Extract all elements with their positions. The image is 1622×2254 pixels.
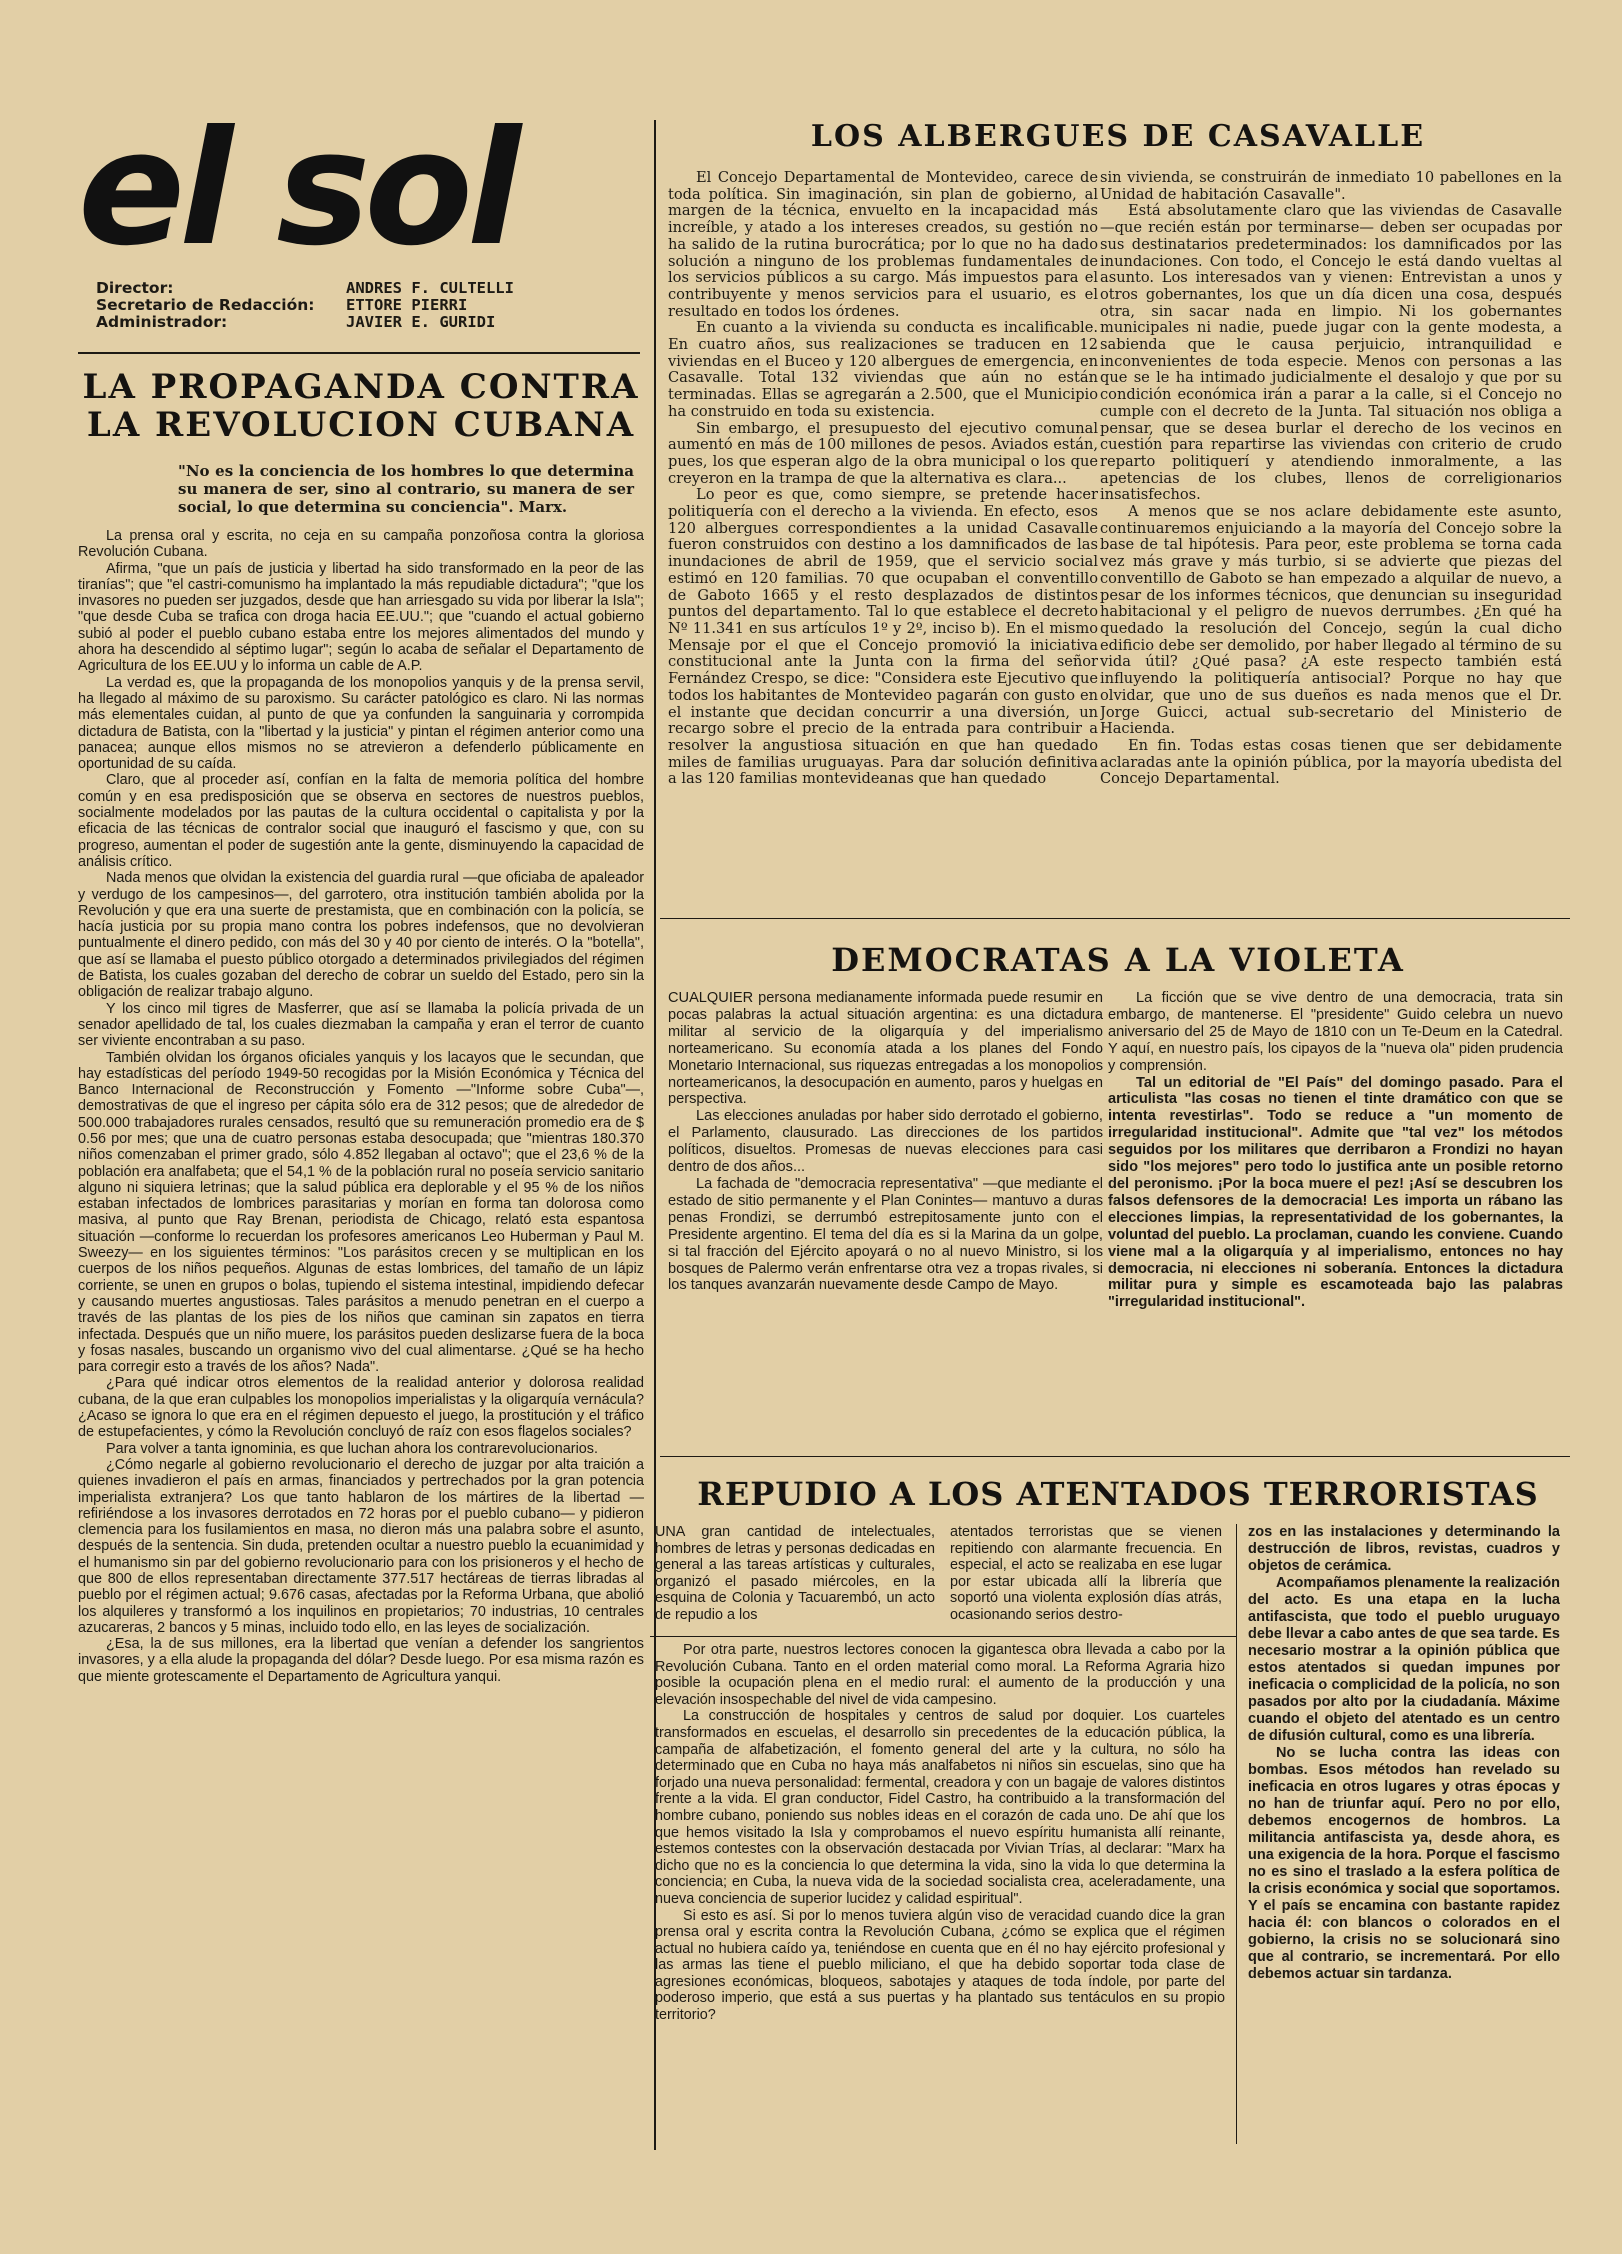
paragraph: En cuanto a la vivienda su conducta es incalificable. En cuatro años, sus realizaciones se traducen en 12 viviendas en el Buceo y 120 albergues de emergencia, en Casavalle. Total 132 viviendas que aún no están terminadas. Ellas se agregarán a 2.500, que el Municipio ha construido en toda su existencia. — [668, 319, 1098, 420]
newspaper-logo: el sol — [78, 97, 516, 281]
paragraph: La verdad es, que la propaganda de los monopolios yanquis y de la prensa servil, ha llegado al máximo de su paroxismo. Su carácter patológico es claro. Ni las normas más elementales cuidan, al punto de que ya confunden la sanguinaria y corrompida dictadura de Batista, con la "libertad y la justicia" y pintan el régimen anterior como una panacea; aunque ellos mismos no se atrevieron a defenderlo públicamente en oportunidad de su caída. — [78, 674, 644, 773]
paragraph: Para volver a tanta ignominia, es que luchan ahora los contrarevolucionarios. — [106, 1440, 598, 1457]
paragraph: Y los cinco mil tigres de Masferrer, que así se llamaba la policía privada de un senador apellidado de tal, los cuales diezmaban la campaña y eran el terror de cuanto ser viviente encontraban a su paso. — [78, 1000, 644, 1050]
paragraph: Si esto es así. Si por lo menos tuviera algún viso de veracidad cuando dice la gran prensa oral y escrita contra la Revolución Cubana, ¿cómo se explica que el régimen actual no hubiera caído ya, teniéndose en cuenta que en él no hay ejército profesional y las armas las tiene el pueblo miliciano, el que ha debido soportar toda clase de agresiones económicas, bloqueos, sabotajes y ataques de toda índole, por parte del poderoso imperio, que está a sus puertas y ha plantado sus tentáculos en su propio territorio? — [655, 1907, 1225, 2024]
paragraph: zos en las instalaciones y determinando la destrucción de libros, revistas, cuadros y objetos de cerámica. — [1248, 1524, 1560, 1574]
paragraph: ¿Cómo negarle al gobierno revolucionario el derecho de juzgar por alta traición a quienes invadieron el país en armas, financiados y pertrechados por la gran potencia imperialista extranjera? Los que tanto hablaron de los mártires de la libertad —refiriéndose a los invasores derrotados en 72 horas por el pueblo cubano— y pidieron clemencia para los fusilamientos en masa, no dieron más una palabra sobre el asunto, después de la sentencia. Sin duda, pretenden ocultar a nuestro pueblo la ecuanimidad y el humanismo sin par del gobierno revolucionario para con los prisioneros y el hecho de que 800 de ellos representaban directamente 377.517 hectáreas de tierras libradas al pueblo por el régimen actual; 9.676 casas, afectadas por la Reforma Urbana, que abolió los alquileres y transformó a los inquilinos en propietarios; 70 industrias, 10 centrales azucareras, 2 bancos y 5 minas, incluido todo ello, en las leyes de socialización. — [78, 1456, 644, 1636]
repudio-col-2 — [950, 1524, 1222, 1644]
staff-row: Director: ANDRES F. CULTELLI — [96, 279, 514, 297]
paragraph: sin vivienda, se construirán de inmediato 10 pabellones en la Unidad de habitación Casavalle". — [1100, 170, 1562, 203]
paragraph: La construcción de hospitales y centros de salud por doquier. Los cuarteles transformados en escuelas, el desarrollo sin precedentes de la educación pública, la campaña de alfabetización, el fomento general del arte y la cultura, no sólo ha determinado que en Cuba no haya más analfabetos ni niños sin escuelas, sino que ha forjado una nueva personalidad: fermental, creadora y con un bagaje de valores distintos frente a la vida. El gran conductor, Fidel Castro, ha contribuido a la transformación del hombre cubano, poniendo sus nobles ideas en el corazón de cada uno. De ahí que los que hemos visitado la Isla y comprobamos el nuevo espíritu humanista allí reinante, estemos contestes con la observación destacada por Vivian Trías, al declarar: "Marx ha dicho que no es la conciencia lo que determina la vida, sino la vida lo que determina la conciencia; en Cuba, la nueva vida de la sociedad socialista crea, aceleradamente, una nueva conciencia de superior lucidez y calidad espiritual". — [655, 1708, 1225, 1907]
paragraph: Nada menos que olvidan la existencia del guardia rural —que oficiaba de apaleador y verdugo de los campesinos—, del garrotero, otra institución también abolida por la Revolución y que era una suerte de prestamista, que en combinación con la policía, se hacía justicia por su propia mano contra los pobres indefensos, que no devolvieran puntualmente el dinero pedido, con más del 30 y 40 por ciento de interés. O la "botella", que así se llamaba el puesto público otorgado a determinados privilegiados del régimen de Batista, los cuales gozaban del derecho de cobrar un sueldo del Estado, pero sin la obligación de realizar trabajo alguno. — [78, 870, 644, 1001]
staff-row: Administrador: JAVIER E. GURIDI — [96, 313, 496, 331]
epigraph-quote: "No es la conciencia de los hombres lo que determina su manera de ser, sino al contrario, su manera de ser social, lo que determina su conciencia". Marx. — [178, 462, 634, 516]
democratas-col-2 — [1108, 990, 1563, 1445]
section-divider — [650, 1636, 1236, 1637]
paragraph: Acompañamos plenamente la realización del acto. Es una etapa en la lucha antifascista, que todo el pueblo uruguayo debe llevar a cabo antes de que sea tarde. Es necesario mostrar a la opinión pública que estos atentados si quedan impunes por ineficacia o complicidad de la policía, no son pasados por alto por la ciudadanía. Máxime cuando el objeto del atentado es un centro de difusión cultural, como es una librería. — [1248, 1575, 1560, 1744]
article-body — [78, 528, 644, 1685]
article-title-casavalle: LOS ALBERGUES DE CASAVALLE — [810, 119, 1426, 154]
section-divider — [1236, 1524, 1237, 2144]
paragraph: CUALQUIER persona medianamente informada puede resumir en pocas palabras la actual situación argentina: es una dictadura militar al servicio de la oligarquía y del imperialismo norteamericano. Su economía atada a los planes del Fondo Monetario Internacional, sus riquezas entregadas a los monopolios norteamericanos, la desocupación en aumento, paros y huelgas en perspectiva. — [668, 990, 1103, 1108]
staff-box — [96, 280, 514, 331]
paragraph bold: Tal un editorial de "El País" del domingo pasado. Para el articulista "las cosas no tienen el tinte dramático con que se intenta revestirlas". Todo se reduce a "un momento de irregularidad institucional". Admite que "tal vez" los métodos seguidos por los militares que derribaron a Frondizi no hayan sido "los mejores" pero todo lo justifica ante un posible retorno del peronismo. ¡Por la boca muere el pez! ¡Así se descubren los falsos defensores de la democracia! Les importa un rábano las elecciones limpias, la representatividad de los gobernantes, la voluntad del pueblo. La proclaman, cuando les conviene. Cuando viene mal a la oligarquía y al imperialismo, entonces no hay democracia, ni elecciones ni soberanía. Entonces la dictadura militar pura y simple es escamoteada bajo las palabras "irregularidad institucional". — [1108, 1074, 1563, 1311]
section-divider — [660, 1456, 1570, 1457]
staff-row: Secretario de Redacción: ETTORE PIERRI — [96, 296, 468, 314]
repudio-col-1 — [655, 1524, 935, 1644]
paragraph: El Concejo Departamental de Montevideo, carece de toda política. Sin imaginación, sin plan de gobierno, al margen de la técnica, envuelto en la incapacidad más increíble, y atado a los intereses creados, su gestión no ha salido de la rutina burocrática; por lo que no ha dado solución a ninguno de los problemas fundamentales de los servicios públicos a su cargo. Más impuestos para el contribuyente y menos servicios para el usuario, es el resultado en todos los órdenes. — [668, 170, 1098, 320]
casavalle-col-1 — [668, 170, 1098, 905]
article-title: LA PROPAGANDA CONTRA LA REVOLUCION CUBANA — [82, 368, 640, 445]
paragraph: Lo peor es que, como siempre, se pretende hacer politiquería con el derecho a la vivienda. En efecto, esos 120 albergues correspondientes a la unidad Casavalle fueron construidos con destino a los damnificados de las inundaciones de abril de 1959, que el servicio social estimó en 120 familias. 70 que ocupaban el conventillo de Gaboto 1665 y el resto desplazados de distintos puntos del departamento. Tal lo que establece el decreto Nº 11.341 en sus artículos 1º y 2º, inciso b). En el mismo Mensaje por el que el Concejo promovió la iniciativa constitucional ante la Junta con la firma del señor Fernández Crespo, se dice: "Considera este Ejecutivo que todos los habitantes de Montevideo pagarán con gusto en el instante que decidan concurrir a una diversión, un recargo sobre el precio de la entrada para contribuir a resolver la angustiosa situación en que han quedado miles de familias uruguayas. Para dar solución definitiva a las 120 familias montevideanas que han quedado — [668, 486, 1098, 788]
paragraph: UNA gran cantidad de intelectuales, hombres de letras y personas dedicadas en general a las tareas artísticas y culturales, organizó el pasado miércoles, en la esquina de Colonia y Tacuarembó, un acto de repudio a los — [655, 1524, 935, 1623]
article-title-repudio: REPUDIO A LOS ATENTADOS TERRORISTAS — [697, 1475, 1539, 1513]
masthead-divider — [78, 352, 640, 354]
cuba-continuation — [655, 1642, 1225, 2162]
masthead — [78, 97, 638, 331]
repudio-col-3 — [1248, 1524, 1560, 2164]
paragraph: También olvidan los órganos oficiales yanquis y los lacayos que le secundan, que hay estadísticas del período 1949-50 recogidas por la Misión Económica y Técnica del Banco Internacional de Reconstrucción y Fomento —"Informe sobre Cuba"—, demostrativas de que el ingreso per cápita sólo era de 312 pesos; que de alrededor de 500.000 trabajadores rurales censados, resultó que su remuneración promedio era de $ 0.56 por mes; que una de cuatro personas estaba desocupada; que "mientras 180.370 niños comenzaban el primer grado, sólo 4.852 llegaban al octavo"; que el 23,6 % de la población era analfabeta; que el 54,1 % de la población rural no poseía servicio sanitario alguno ni siquiera letrinas; que la salud pública era deplorable y el 95 % de los niños estaban infectados de lombrices parasitarias y morían en forma tan dolorosa como masiva, al punto que Ray Brenan, periodista de Chicago, relató esta espantosa situación —conforme lo recuerdan los profesores americanos Leo Huberman y Paul M. Sweezy— en los siguientes términos: "Los parásitos crecen y se multiplican en los cuerpos de los niños pequeños. Algunas de estas lombrices, del tamaño de un lápiz corriente, se unen en grupos o bolas, tupiendo el sistema intestinal, impidiendo defecar y causando muertes angustiosas. Tales parásitos a menudo penetran en el cuerpo a través de las plantas de los pies de los niños que caminan sin zapatos en tierra infectada. Después que un niño muere, los parásitos pueden deslizarse fuera de la boca y fosas nasales, buscando un organismo vivo del cual alimentarse. ¿Qué se ha hecho para corregir esto a través de los años? Nada". — [78, 1049, 644, 1376]
article-title-democratas: DEMOCRATAS A LA VIOLETA — [831, 941, 1405, 979]
paragraph: No se lucha contra las ideas con bombas. Esos métodos han revelado su ineficacia en otros lugares y otras épocas y no han de triunfar aquí. Pero no por ello, debemos encogernos de hombros. La militancia antifascista ya, desde ahora, es una exigencia de la hora. Porque el fascismo no es sino el traslado a la esfera política de la crisis económica y social que soportamos. Y el país se encamina con bastante rapidez hacia él: con blancos o colorados en el gobierno, la crisis no se solucionará sino que al contrario, se incrementará. Por ello debemos actuar sin tardanza. — [1248, 1745, 1560, 1982]
paragraph: En fin. Todas estas cosas tienen que ser debidamente aclaradas ante la opinión pública, por la mayoría ubedista del Concejo Departamental. — [1100, 736, 1562, 788]
paragraph: Las elecciones anuladas por haber sido derrotado el gobierno, el Parlamento, clausurado. Las direcciones de los partidos políticos, disueltos. Promesas de nuevas elecciones para casi dentro de dos años... — [668, 1108, 1103, 1176]
paragraph: A menos que se nos aclare debidamente este asunto, continuaremos enjuiciando a la mayoría del Concejo sobre la base de tal hipótesis. Para peor, este problema se torna cada vez más grave y más turbio, si se advierte que piezas del conventillo de Gaboto se han empezado a alquilar de nuevo, a pesar de los informes técnicos, que denuncian su inseguridad habitacional y el peligro de nuevos derrumbes. ¿En qué ha quedado la resolución del Concejo, según la cual dicho edificio debe ser demolido, por haber llegado al término de su vida útil? ¿Qué pasa? ¿A este respecto también está influyendo la politiquería antisocial? Porque no hay que olvidar, que uno de sus dueños es nada menos que el Dr. Jorge Guicci, actual sub-secretario del Ministerio de Hacienda. — [1100, 503, 1562, 738]
paragraph: La ficción que se vive dentro de una democracia, trata sin embargo, de mantenerse. El "presidente" Guido celebra un nuevo aniversario del 25 de Mayo de 1810 con un Te-Deum en la Catedral. Y aquí, en nuestro país, los cipayos de la "nueva ola" piden prudencia y comprensión. — [1108, 990, 1563, 1074]
paragraph: Afirma, "que un país de justicia y libertad ha sido transformado en la peor de las tiranías"; que "el castri-comunismo ha implantado la más repudiable dictadura"; "que los invasores no pueden ser juzgados, desde que han arriesgado su vida por liberar la Isla"; "que desde Cuba se trafica con droga hacia EE.UU."; que "cuando el actual gobierno subió al poder el pueblo cubano estaba entre los mejores alimentados del mundo y ahora ha descendido al séptimo lugar"; según lo acaba de señalar el Departamento de Agricultura de los EE.UU y lo informa un cable de A.P. — [78, 560, 644, 675]
paragraph: Claro, que al proceder así, confían en la falta de memoria política del hombre común y en esa predisposición que se observa en sectores de nuestros pueblos, socialmente modelados por las pautas de la cultura occidental o capitalista y por la eficacia de las técnicas de contralor social que inauguró el fascismo y que, con su progreso, aumentan el poder de sugestión ante la gente, disminuyendo la capacidad de análisis crítico. — [78, 772, 644, 870]
paragraph: La fachada de "democracia representativa" —que mediante el estado de sitio permanente y el Plan Conintes— mantuvo a duras penas Frondizi, se derrumbó estrepitosamente junto con el Presidente argentino. El tema del día es si la Marina da un golpe, si tal fracción del Ejército apoyará o no al nuevo Ministro, si los bosques de Palermo verán enfrentarse otra vez a tropas rivales, si los tanques avanzarán nuevamente desde Campo de Mayo. — [668, 1175, 1103, 1294]
democratas-col-1 — [668, 990, 1103, 1445]
section-divider — [660, 918, 1570, 919]
paragraph: atentados terroristas que se vienen repitiendo con alarmante frecuencia. En especial, el acto se realizaba en ese lugar por estar ubicada allí la librería que soportó una violenta explosión días atrás, ocasionando serios destro- — [950, 1524, 1222, 1623]
paragraph: Está absolutamente claro que las viviendas de Casavalle —que recién están por terminarse— deben ser ocupadas por sus destinatarios predeterminados: los damnificados por las inundaciones. Con todo, el Concejo le está dando vueltas al asunto. Los interesados van y vienen: Entrevistan a unos y otros gobernantes, los que un día dicen una cosa, después otra, sin sacar nada en limpio. Ni los gobernantes municipales ni nadie, puede jugar con la gente modesta, a sabienda que le causa perjuicio, intranquilidad e inconvenientes de toda especie. Menos con personas a las que se le ha intimado judicialmente el desalojo y que por su condición económica irán a parar a la calle, si el Concejo no cumple con el decreto de la Junta. Tal situación nos obliga a pensar, que se desea burlar el derecho de los vecinos en cuestión para repartirse las viviendas con criterio de crudo reparto politiquerí y atendiendo inmoralmente, a las apetencias de los clubes, llenos de correligionarios insatisfechos. — [1100, 202, 1562, 504]
casavalle-col-2 — [1100, 170, 1562, 905]
paragraph: La prensa oral y escrita, no ceja en su campaña ponzoñosa contra la gloriosa Revolución Cubana. — [78, 528, 644, 561]
paragraph: Sin embargo, el presupuesto del ejecutivo comunal aumentó en más de 100 millones de pesos. Aviados están, pues, los que esperan algo de la obra municipal o los que creyeron en la trampa de que la alternativa es clara... — [668, 419, 1098, 487]
article-propaganda — [78, 368, 644, 2168]
paragraph: ¿Esa, la de sus millones, era la libertad que venían a defender los sangrientos invasores, y a ella alude la propaganda del dólar? Desde luego. Por esa misma razón es que miente grotescamente el Departamento de Agricultura yanqui. — [78, 1636, 644, 1685]
paragraph: ¿Para qué indicar otros elementos de la realidad anterior y dolorosa realidad cubana, de la que eran culpables los monopolios imperialistas y la oligarquía vernácula? ¿Acaso se ignora lo que era en el régimen depuesto el juego, la prostitución y el tráfico de estupefacientes, y cómo la Revolución concluyó de raíz con esos flagelos sociales? — [78, 1375, 644, 1441]
paragraph: Por otra parte, nuestros lectores conocen la gigantesca obra llevada a cabo por la Revolución Cubana. Tanto en el orden material como moral. La Reforma Agraria hizo posible la ocupación plena en el medio rural: el aumento de la producción y una elevación insospechable del nivel de vida campesino. — [655, 1642, 1225, 1708]
